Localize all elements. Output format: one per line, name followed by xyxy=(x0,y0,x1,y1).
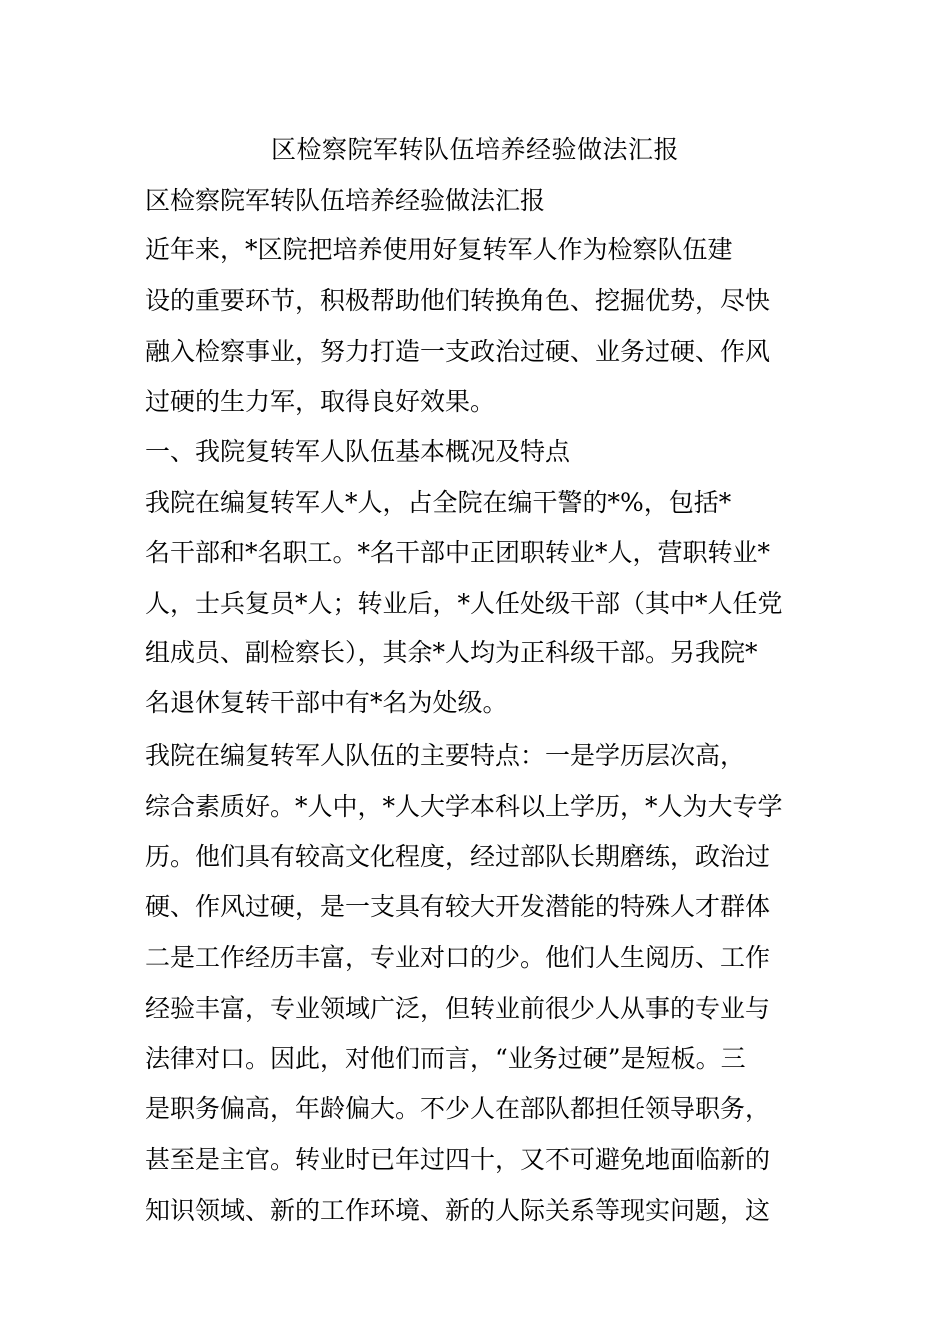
paragraph-line: 设的重要环节，积极帮助他们转换角色、挖掘优势，尽快 xyxy=(145,286,771,315)
paragraph-line: 人，士兵复员*人；转业后，*人任处级干部（其中*人任党 xyxy=(145,589,783,618)
paragraph-line: 硬、作风过硬，是一支具有较大开发潜能的特殊人才群体 xyxy=(145,892,771,921)
paragraph-line: 名退休复转干部中有*名为处级。 xyxy=(145,688,508,717)
paragraph-line: 名干部和*名职工。*名干部中正团职转业*人，营职转业* xyxy=(145,538,771,567)
paragraph-line: 经验丰富，专业领域广泛，但转业前很少人从事的专业与 xyxy=(145,994,771,1023)
paragraph-line: 我院在编复转军人*人，占全院在编干警的*%，包括* xyxy=(145,488,732,517)
paragraph-line: 法律对口。因此，对他们而言，“业务过硬”是短板。三 xyxy=(145,1044,746,1073)
document-subtitle: 区检察院军转队伍培养经验做法汇报 xyxy=(145,186,546,215)
paragraph-line: 过硬的生力军，取得良好效果。 xyxy=(145,387,496,416)
paragraph-line: 综合素质好。*人中，*人大学本科以上学历，*人为大专学 xyxy=(145,792,783,821)
paragraph-line: 融入检察事业，努力打造一支政治过硬、业务过硬、作风 xyxy=(145,337,771,366)
paragraph-line: 是职务偏高，年龄偏大。不少人在部队都担任领导职务， xyxy=(145,1094,771,1123)
paragraph-line: 近年来，*区院把培养使用好复转军人作为检察队伍建 xyxy=(145,235,733,264)
paragraph-line: 知识领域、新的工作环境、新的人际关系等现实问题，这 xyxy=(145,1196,771,1225)
paragraph-line: 组成员、副检察长），其余*人均为正科级干部。另我院* xyxy=(145,638,758,667)
document-title: 区检察院军转队伍培养经验做法汇报 xyxy=(270,135,679,164)
paragraph-line: 甚至是主官。转业时已年过四十，又不可避免地面临新的 xyxy=(145,1145,771,1174)
paragraph-line: 二是工作经历丰富，专业对口的少。他们人生阅历、工作 xyxy=(145,943,771,972)
section-heading: 一、我院复转军人队伍基本概况及特点 xyxy=(145,437,571,466)
paragraph-line: 历。他们具有较高文化程度，经过部队长期磨练，政治过 xyxy=(145,842,771,871)
paragraph-line: 我院在编复转军人队伍的主要特点：一是学历层次高， xyxy=(145,741,746,770)
